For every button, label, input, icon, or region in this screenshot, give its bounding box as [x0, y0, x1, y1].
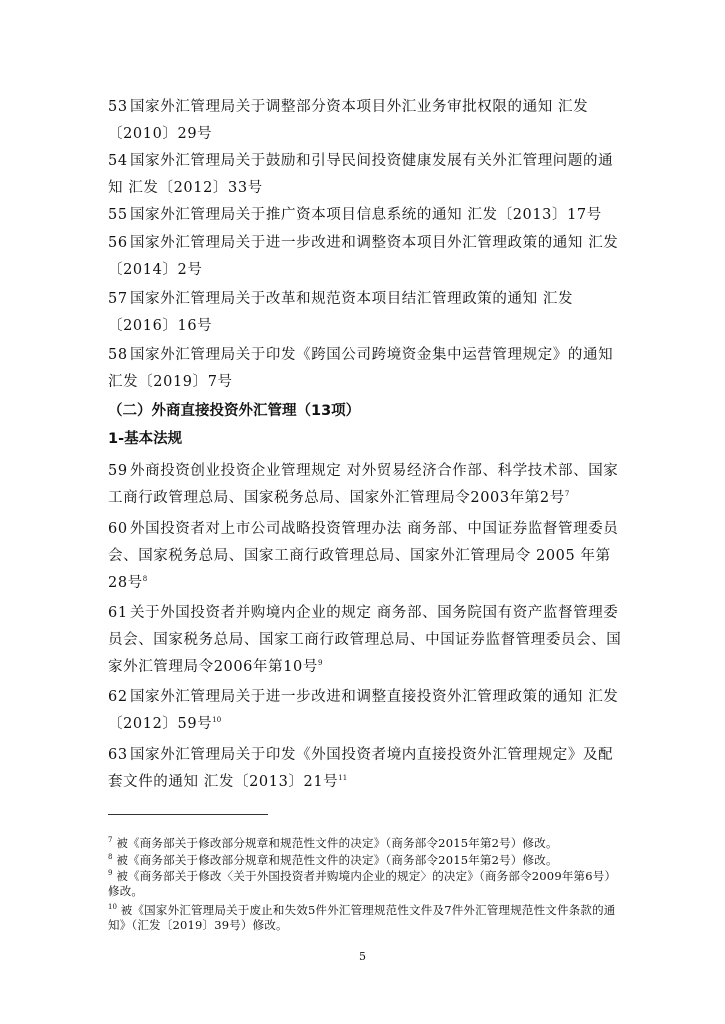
list-item — [108, 148, 624, 202]
item-number: 57 — [108, 291, 128, 307]
footnote-mark: 9 — [108, 869, 113, 878]
footnote-text: 被《商务部关于修改部分规章和规范性文件的决定》（商务部令2015年第2号）修改。 — [116, 853, 558, 867]
footnote-ref: 8 — [142, 575, 148, 584]
footnote — [108, 869, 618, 899]
list-item — [108, 342, 624, 396]
item-text: 外国投资者对上市公司战略投资管理办法 商务部、中国证券监督管理委员会、国家税务总局、国家工商行政管理总局、国家外汇管理局令 2005 年第28号 — [108, 521, 619, 591]
list-item — [108, 742, 624, 796]
item-text: 国家外汇管理局关于印发《外国投资者境内直接投资外汇管理规定》及配套文件的通知 汇发〔2013〕21号 — [108, 747, 614, 790]
item-number: 53 — [108, 99, 128, 115]
page-number: 5 — [359, 950, 366, 963]
item-number: 54 — [108, 153, 128, 169]
item-text: 国家外汇管理局关于鼓励和引导民间投资健康发展有关外汇管理问题的通知 汇发〔2012〕33号 — [108, 153, 614, 196]
footnote-ref: 11 — [338, 774, 348, 783]
item-number: 55 — [108, 207, 128, 223]
section-heading: （二）外商直接投资外汇管理（13项） — [108, 403, 361, 419]
list-item — [108, 202, 624, 229]
list-item — [108, 458, 624, 512]
footnote — [108, 853, 618, 868]
footnote — [108, 903, 618, 933]
footnote-ref: 9 — [317, 659, 323, 668]
item-number: 63 — [108, 747, 128, 763]
item-number: 58 — [108, 347, 128, 363]
footnote-text: 被《商务部关于修改〈关于外国投资者并购境内企业的规定〉的决定》（商务部令2009年第6号）修改。 — [108, 869, 617, 898]
footnote-ref: 7 — [564, 490, 570, 499]
footnote-text: 被《商务部关于修改部分规章和规范性文件的决定》（商务部令2015年第2号）修改。 — [116, 836, 558, 850]
list-item — [108, 286, 624, 340]
list-item — [108, 684, 624, 738]
item-text: 外商投资创业投资企业管理规定 对外贸易经济合作部、科学技术部、国家工商行政管理总局、国家税务总局、国家外汇管理局令2003年第2号 — [108, 463, 619, 506]
item-text: 国家外汇管理局关于进一步改进和调整资本项目外汇管理政策的通知 汇发〔2014〕2号 — [108, 235, 619, 278]
footnote-ref: 10 — [212, 716, 222, 725]
footnote — [108, 836, 618, 851]
footnote-mark: 10 — [108, 903, 117, 912]
list-item — [108, 516, 624, 597]
item-number: 59 — [108, 463, 128, 479]
item-text: 国家外汇管理局关于推广资本项目信息系统的通知 汇发〔2013〕17号 — [130, 207, 602, 223]
item-number: 62 — [108, 689, 128, 705]
list-item — [108, 600, 624, 681]
item-text: 国家外汇管理局关于调整部分资本项目外汇业务审批权限的通知 汇发〔2010〕29号 — [108, 99, 589, 142]
list-item — [108, 230, 624, 284]
item-text: 国家外汇管理局关于进一步改进和调整直接投资外汇管理政策的通知 汇发〔2012〕59号 — [108, 689, 619, 732]
item-text: 关于外国投资者并购境内企业的规定 商务部、国务院国有资产监督管理委员会、国家税务总局、国家工商行政管理总局、中国证券监督管理委员会、国家外汇管理局令2006年第10号 — [108, 605, 622, 675]
footnote-divider — [108, 814, 268, 815]
footnote-mark: 8 — [108, 853, 113, 862]
item-text: 国家外汇管理局关于改革和规范资本项目结汇管理政策的通知 汇发〔2016〕16号 — [108, 291, 574, 334]
list-item — [108, 94, 624, 148]
item-number: 56 — [108, 235, 128, 251]
subsection-heading: 1-基本法规 — [108, 431, 183, 447]
footnote-mark: 7 — [108, 836, 113, 845]
footnote-text: 被《国家外汇管理局关于废止和失效5件外汇管理规范性文件及7件外汇管理规范性文件条款的通知》（汇发〔2019〕39号）修改。 — [108, 903, 616, 932]
item-number: 61 — [108, 605, 128, 621]
item-text: 国家外汇管理局关于印发《跨国公司跨境资金集中运营管理规定》的通知 汇发〔2019〕7号 — [108, 347, 614, 390]
item-number: 60 — [108, 521, 128, 537]
